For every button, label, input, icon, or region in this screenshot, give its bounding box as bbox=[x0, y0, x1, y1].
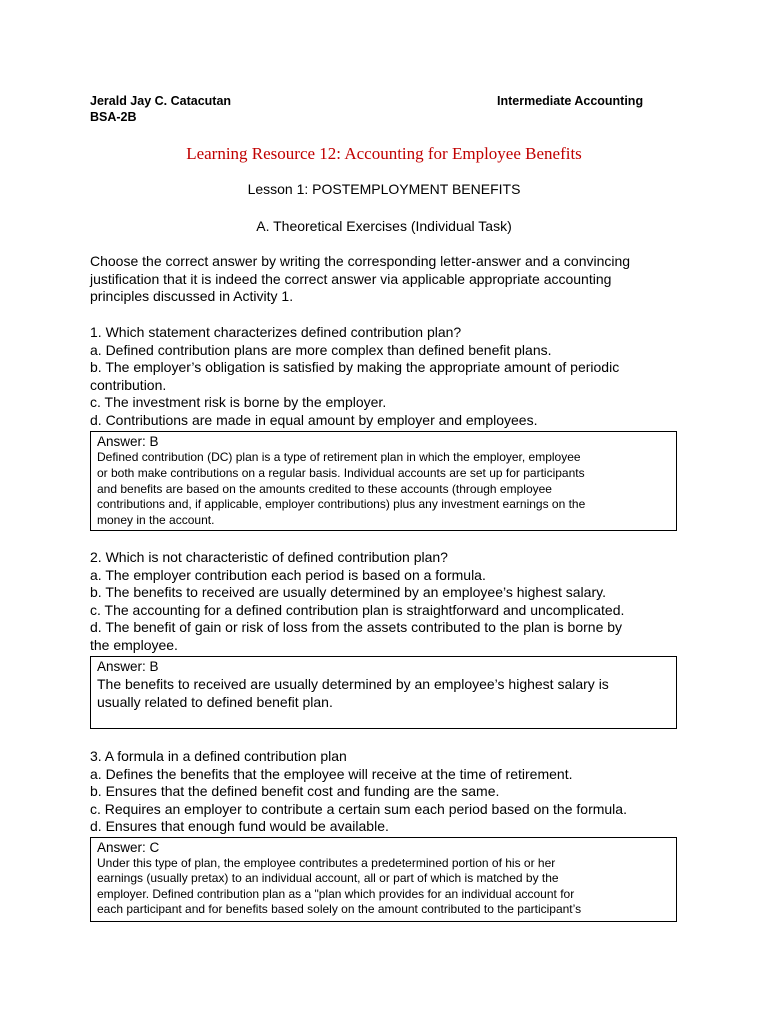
question-stem: 1. Which statement characterizes defined contribution plan? bbox=[90, 324, 462, 340]
justification-line: contributions and, if applicable, employer contributions) plus any investment earnings on the bbox=[97, 497, 586, 512]
instruction-line: justification that it is indeed the correct answer via applicable appropriate accounting bbox=[90, 270, 612, 287]
justification-line: and benefits are based on the amounts credited to these accounts (through employee bbox=[97, 481, 552, 496]
instruction-line: Choose the correct answer by writing the corresponding letter-answer and a convincing bbox=[90, 253, 631, 269]
question-1 bbox=[90, 324, 690, 430]
justification-line: money in the account. bbox=[97, 513, 215, 528]
choice-d: d. The benefit of gain or risk of loss from the assets contributed to the plan is borne by bbox=[90, 619, 623, 636]
answer-box-2 bbox=[90, 656, 677, 729]
justification-line: employer. Defined contribution plan as a "plan which provides for an individual account for bbox=[97, 886, 575, 901]
choice-a: a. The employer contribution each period is based on a formula. bbox=[90, 566, 486, 583]
justification-line: earnings (usually pretax) to an individual account, all or part of which is matched by the bbox=[97, 871, 559, 886]
question-3 bbox=[90, 748, 690, 836]
choice-c: c. The investment risk is borne by the employer. bbox=[90, 394, 387, 411]
choice-c: c. The accounting for a defined contribution plan is straightforward and uncomplicated. bbox=[90, 601, 625, 618]
instructions bbox=[90, 253, 690, 306]
choice-a: a. Defines the benefits that the employee will receive at the time of retirement. bbox=[90, 765, 573, 782]
choice-b: b. Ensures that the defined benefit cost and funding are the same. bbox=[90, 783, 500, 800]
choice-c: c. Requires an employer to contribute a certain sum each period based on the formula. bbox=[90, 800, 627, 817]
lesson-title: Lesson 1: POSTEMPLOYMENT BENEFITS bbox=[247, 181, 521, 197]
justification-line: Defined contribution (DC) plan is a type of retirement plan in which the employer, employee bbox=[97, 450, 581, 464]
answer-box-3 bbox=[90, 837, 677, 922]
choice-b: b. The employer’s obligation is satisfied by making the appropriate amount of periodic bbox=[90, 359, 620, 376]
answer-label: Answer: C bbox=[97, 840, 160, 855]
justification-line: The benefits to received are usually determined by an employee’s highest salary is bbox=[97, 676, 609, 692]
justification-line: or both make contributions on a regular basis. Individual accounts are set up for participants bbox=[97, 465, 585, 480]
answer-label: Answer: B bbox=[97, 659, 159, 674]
choice-b-continued: contribution. bbox=[90, 376, 167, 393]
justification-line: each participant and for benefits based solely on the amount contributed to the participant’s bbox=[97, 902, 582, 917]
student-name: Jerald Jay C. Catacutan bbox=[90, 94, 232, 108]
question-2 bbox=[90, 549, 690, 655]
justification-line: Under this type of plan, the employee contributes a predetermined portion of his or her bbox=[97, 856, 556, 870]
justification-line: usually related to defined benefit plan. bbox=[97, 694, 333, 710]
question-stem: 2. Which is not characteristic of defined contribution plan? bbox=[90, 549, 448, 565]
section-heading: A. Theoretical Exercises (Individual Task) bbox=[256, 218, 512, 234]
choice-a: a. Defined contribution plans are more complex than defined benefit plans. bbox=[90, 341, 552, 358]
student-section: BSA-2B bbox=[90, 110, 137, 124]
question-stem: 3. A formula in a defined contribution plan bbox=[90, 748, 347, 764]
course-name: Intermediate Accounting bbox=[497, 94, 644, 108]
choice-b: b. The benefits to received are usually determined by an employee’s highest salary. bbox=[90, 584, 606, 601]
answer-box-1 bbox=[90, 431, 677, 531]
instruction-line: principles discussed in Activity 1. bbox=[90, 288, 294, 305]
document-title: Learning Resource 12: Accounting for Employee Benefits bbox=[186, 144, 582, 163]
choice-d-continued: the employee. bbox=[90, 636, 178, 653]
choice-d: d. Contributions are made in equal amount by employer and employees. bbox=[90, 411, 538, 428]
choice-d: d. Ensures that enough fund would be available. bbox=[90, 818, 389, 835]
answer-label: Answer: B bbox=[97, 434, 159, 449]
